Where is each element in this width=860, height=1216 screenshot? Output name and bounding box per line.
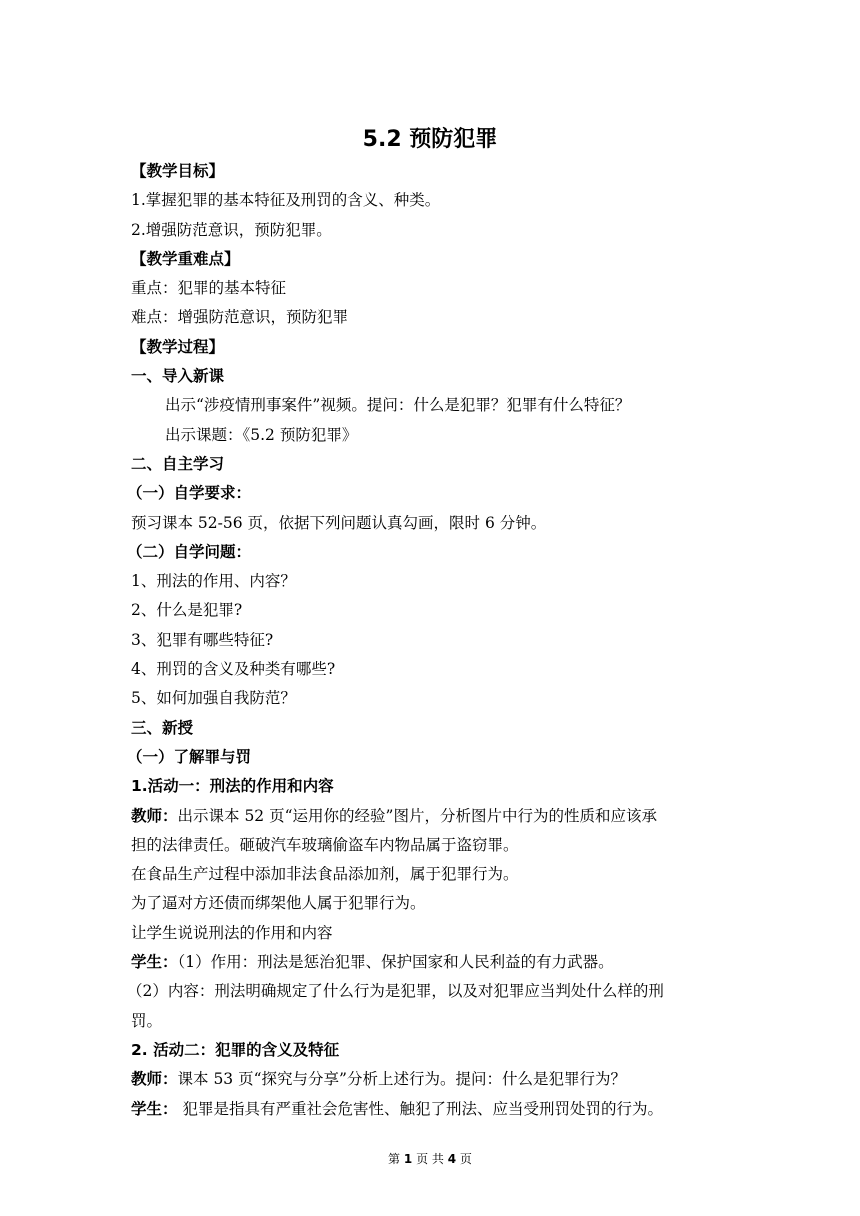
paragraph: 为了逼对方还债而绑架他人属于犯罪行为。 [131, 894, 426, 913]
goal-item: 2.增强防范意识，预防犯罪。 [131, 220, 332, 239]
student-label: 学生： [131, 1099, 178, 1118]
total-page-number: 4 [447, 1152, 457, 1166]
goal-item: 1.掌握犯罪的基本特征及刑罚的含义、种类。 [131, 191, 441, 210]
current-page-number: 1 [403, 1152, 413, 1166]
paragraph: 罚。 [131, 1011, 163, 1030]
activity2-heading: 2. 活动二：犯罪的含义及特征 [131, 1040, 340, 1059]
goals-heading: 【教学目标】 [131, 162, 225, 180]
question-item: 5、如何加强自我防范？ [131, 689, 296, 708]
paragraph: （2）内容：刑法明确规定了什么行为是犯罪，以及对犯罪应当判处什么样的刑 [127, 982, 664, 1001]
document-body [127, 157, 731, 1124]
page-footer [0, 1151, 860, 1167]
footer-prefix: 第 [388, 1152, 401, 1166]
question-item: 2、什么是犯罪? [131, 601, 243, 620]
paragraph [131, 948, 731, 977]
paragraph [131, 802, 731, 831]
requirements-heading: （一）自学要求： [127, 484, 252, 503]
paragraph-text: （1）作用：刑法是惩治犯罪、保护国家和人民利益的有力武器。 [177, 953, 614, 972]
part1-heading: 一、导入新课 [131, 367, 225, 386]
difficult-point: 难点：增强防范意识，预防犯罪 [131, 308, 349, 327]
activity1-heading: 1.活动一：刑法的作用和内容 [131, 777, 334, 796]
part3-heading: 三、新授 [131, 718, 194, 737]
paragraph: 担的法律责任。砸破汽车玻璃偷盗车内物品属于盗窃罪。 [131, 835, 519, 854]
question-item: 3、犯罪有哪些特征? [131, 630, 274, 649]
teacher-label: 教师： [131, 806, 178, 825]
question-item: 4、刑罚的含义及种类有哪些? [131, 660, 336, 679]
paragraph [131, 1065, 731, 1094]
footer-middle: 页 共 [416, 1152, 444, 1166]
paragraph: 在食品生产过程中添加非法食品添加剂，属于犯罪行为。 [131, 865, 519, 884]
footer-suffix: 页 [459, 1152, 472, 1166]
paragraph: 出示课题：《5.2 预防犯罪》 [165, 425, 358, 444]
process-heading: 【教学过程】 [131, 337, 225, 356]
paragraph: 出示“涉疫情刑事案件”视频。提问：什么是犯罪？犯罪有什么特征？ [165, 396, 631, 415]
paragraph [131, 1095, 731, 1124]
key-points-heading: 【教学重难点】 [131, 249, 240, 268]
teacher-label: 教师： [131, 1070, 178, 1089]
page-title: 5.2 预防犯罪 [362, 127, 498, 152]
paragraph-text: 课本 53 页“探究与分享”分析上述行为。提问：什么是犯罪行为？ [177, 1070, 626, 1089]
part2-heading: 二、自主学习 [131, 454, 225, 473]
paragraph: 预习课本 52-56 页，依据下列问题认真勾画，限时 6 分钟。 [131, 513, 547, 532]
paragraph-text: 出示课本 52 页“运用你的经验”图片，分析图片中行为的性质和应该承 [177, 806, 657, 825]
student-label: 学生： [131, 953, 178, 972]
paragraph: 让学生说说刑法的作用和内容 [131, 923, 333, 942]
paragraph-text: 犯罪是指具有严重社会危害性、触犯了刑法、应当受刑罚处罚的行为。 [177, 1099, 663, 1118]
questions-heading: （二）自学问题： [127, 542, 252, 561]
subsection-heading: （一）了解罪与罚 [127, 747, 252, 766]
key-point: 重点：犯罪的基本特征 [131, 279, 287, 298]
question-item: 1、刑法的作用、内容？ [131, 572, 296, 591]
